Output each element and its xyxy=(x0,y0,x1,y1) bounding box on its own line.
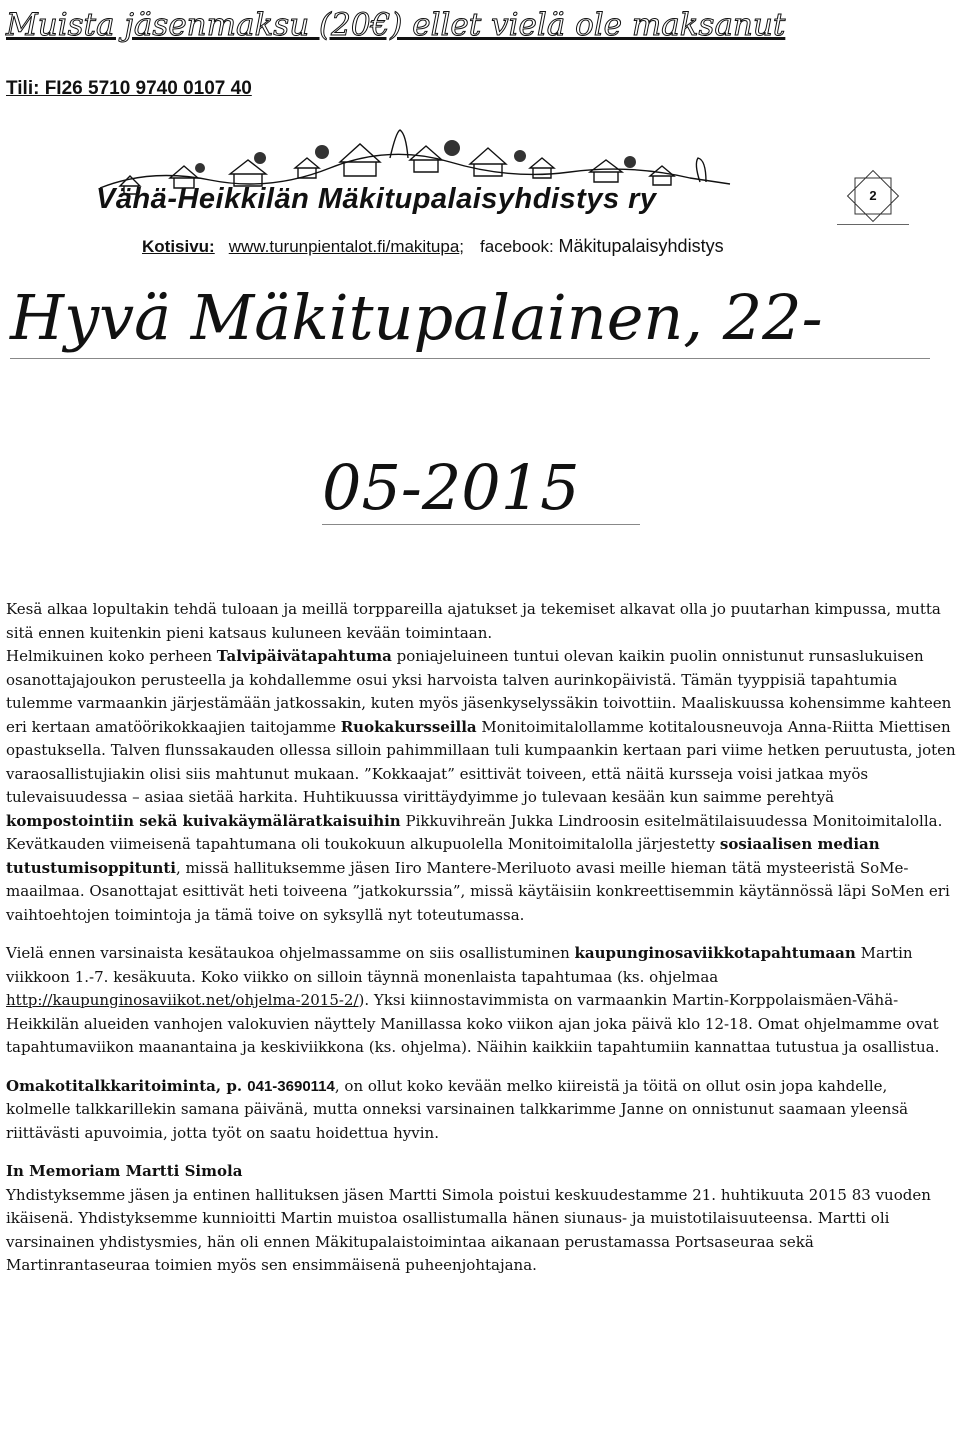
events-text-f: , missä hallituksemme jäsen Iiro Mantere-Meriluoto avasi meille hieman tätä mysteeristä SoMe-maailmaa. Osanottajat esittivät heti toiveena ”jatkokurssia”, missä käytäisiin konkreettisemmin käytännössä läpi SoMen eri vaihtoehtojen toimintoja ja tämä toive on syksyllä nyt toteutumassa. xyxy=(6,858,950,924)
page-number-rule xyxy=(837,224,909,225)
district-text-c: Martin viikkoon 1.-7. kesäkuuta. Koko viikko on silloin täynnä monenlaista tapahtumaa (ks. ohjelmaa xyxy=(6,944,913,986)
page-number-badge xyxy=(845,168,901,224)
handyman-paragraph xyxy=(6,1075,956,1146)
intro-paragraph: Kesä alkaa lopultakin tehdä tuloaan ja meillä torppareilla ajatukset ja tekemiset alkavat olla jo puutarhan kimpussa, mutta sitä ennen kuitenkin pieni katsaus kuluneen kevään toimintaan. xyxy=(6,600,941,642)
memoriam-heading: In Memoriam Martti Simola xyxy=(6,1162,243,1180)
facebook-label: facebook: xyxy=(480,237,554,256)
homepage-label: Kotisivu: xyxy=(142,237,215,256)
article-body xyxy=(6,598,956,1278)
program-link[interactable]: http://kaupunginosaviikot.net/ohjelma-2015-2/ xyxy=(6,991,359,1009)
memoriam-paragraph: Yhdistyksemme jäsen ja entinen hallituksen jäsen Martti Simola poistui keskuudestamme 21. huhtikuuta 2015 83 vuoden ikäisenä. Yhdistyksemme kunnioitti Martin muistoa osallistumalla hänen siunaus- ja muistotilaisuuteensa. Martti oli varsinainen yhdistysmies, hän oli ennen Mäkitupalaistoimintaa aikanaan perustamassa Portsaseuraa sekä Martinrantaseuraa toimien myös sen ensimmäisenä puheenjohtajana. xyxy=(6,1185,931,1274)
letter-title-line2: 05-2015 xyxy=(322,452,640,525)
letter-title-line1: Hyvä Mäkitupalainen, 22- xyxy=(10,278,930,359)
handyman-text: , on ollut koko kevään melko kiireistä ja töitä on ollut osin jopa kahdelle, kolmelle talkkarillekin samana päivänä, mutta onneksi varsinainen talkkarimme Janne on onnistunut saamaan yleensä riittävästi apuvoimia, jotta työt on saatu hoidettua hyvin. xyxy=(6,1076,909,1142)
district-text-a: Vielä ennen varsinaista kesätaukoa ohjelmassamme on siis osallistuminen xyxy=(6,944,575,962)
social-media-lesson: sosiaalisen median tutustumisoppitunti xyxy=(6,835,880,877)
separator: ; xyxy=(459,237,465,256)
memoriam-heading-line xyxy=(6,1160,956,1184)
composting-topic: kompostointiin sekä kuivakäymäläratkaisuihin xyxy=(6,811,401,830)
bank-account: Tili: FI26 5710 9740 0107 40 xyxy=(6,78,252,99)
winter-event-name: Talvipäivätapahtuma xyxy=(216,647,392,665)
handyman-phone: 041-3690114 xyxy=(247,1077,335,1095)
homepage-link[interactable]: www.turunpientalot.fi/makitupa xyxy=(228,237,460,256)
contact-line xyxy=(142,236,724,257)
page-number: 2 xyxy=(869,188,877,203)
district-week-paragraph xyxy=(6,942,956,1060)
district-text-d: ). Yksi kiinnostavimmista on varmaankin Martin-Korppolaismäen-Vähä-Heikkilän alueiden vanhojen valokuvien näyttely Manillassa koko viikon ajan joka päivä klo 12-18. Omat ohjelmamme ovat tapahtumaviikon maanantaina ja keskiviikkona (ks. ohjelma). Näihin kaikkiin tapahtumiin kannattaa tutustua ja osallistua. xyxy=(6,991,940,1056)
events-text-e: Pikkuvihreän Jukka Lindroosin esitelmätilaisuudessa Monitoimitalolla. Kevätkauden viimeisenä tapahtumana oli toukokuun alkupuolella Monitoimitalolla järjestetty xyxy=(6,811,943,853)
cooking-course-name: Ruokakursseilla xyxy=(340,717,477,736)
facebook-name: Mäkitupalaisyhdistys xyxy=(558,236,724,256)
membership-fee-reminder: Muista jäsenmaksu (20€) ellet vielä ole maksanut xyxy=(6,7,786,43)
events-paragraph xyxy=(6,645,956,927)
organization-name: Vähä-Heikkilän Mäkitupalaisyhdistys ry xyxy=(96,183,657,215)
handyman-heading: Omakotitalkkaritoiminta, p. xyxy=(6,1076,248,1095)
events-text-a: Helmikuinen koko perheen xyxy=(6,647,217,665)
district-week-name: kaupunginosaviikkotapahtumaan xyxy=(574,944,856,962)
events-text-c: poniajeluineen tuntui olevan kaikin puolin onnistunut runsaslukuisen osanottajajoukon perusteella ja kohdallemme osui yksi harvoista talven aurinkopäivistä. Tämän tyyppisiä tapahtumia tulemme varmaankin järjestämään jatkossakin, kuten myös jäsenkyselyssäkin toivottiin. Maaliskuussa kohensimme kahteen eri kertaan amatöörikokkaajien taitojamme xyxy=(6,647,952,736)
events-text-d: Monitoimitalollamme kotitalousneuvoja Anna-Riitta Miettisen opastuksella. Talven flunssakauden ollessa silloin pahimmillaan tuli kumpaankin kertaan pari viime hetken peruutusta, joten varaosallistujiakin olisi siis mahtunut mukaan. ”Kokkaajat” esittivät toiveen, että näitä kursseja voisi jatkaa myös tulevaisuudessa – asiaa sietää harkita. Huhtikuussa virittäydyimme jo tulevaan kesään kun saimme perehtyä xyxy=(6,717,956,806)
